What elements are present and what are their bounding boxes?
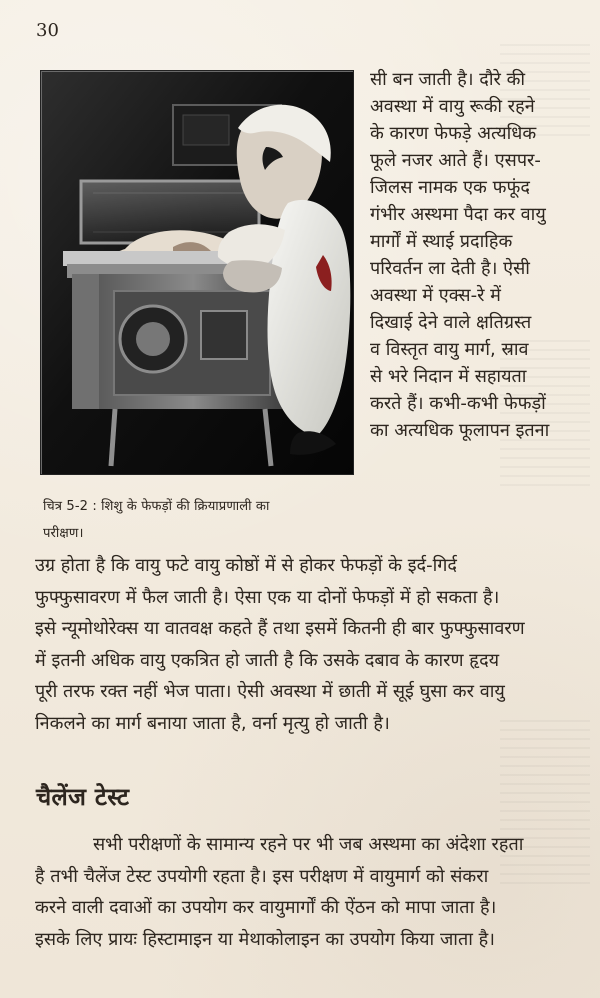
side-text-line: से भरे निदान में सहायता xyxy=(370,366,527,387)
side-text-line: फूले नजर आते हैं। एसपर- xyxy=(370,150,541,171)
side-text-line: अवस्था में एक्स-रे में xyxy=(370,285,501,306)
section-line: इसके लिए प्रायः हिस्टामाइन या मेथाकोलाइन का उपयोग किया जाता है। xyxy=(35,928,495,950)
body-line: उग्र होता है कि वायु फटे वायु कोष्ठों में से होकर फेफड़ों के इर्द-गिर्द xyxy=(35,555,457,576)
side-text-line: व विस्तृत वायु मार्ग, स्राव xyxy=(370,339,529,360)
side-text-line: सी बन जाती है। दौरे की xyxy=(370,69,526,90)
section-line: सभी परीक्षणों के सामान्य रहने पर भी जब अस्थमा का अंदेशा रहता xyxy=(93,834,524,855)
caption-line: चित्र 5-2 : शिशु के फेफड़ों की क्रियाप्रणाली का xyxy=(43,499,270,514)
section-line: है तभी चैलेंज टेस्ट उपयोगी रहता है। इस परीक्षण में वायुमार्ग को संकरा xyxy=(35,865,489,887)
figure-photo xyxy=(40,70,354,475)
side-text-column xyxy=(370,66,580,444)
side-text-line: अवस्था में वायु रूकी रहने xyxy=(370,96,535,117)
side-text-line: करते हैं। कभी-कभी फेफड़ों xyxy=(370,393,546,414)
body-line: में इतनी अधिक वायु एकत्रित हो जाती है कि उसके दबाव के कारण हृदय xyxy=(35,649,500,671)
body-line: फुफ्फुसावरण में फैल जाती है। ऐसा एक या दोनों फेफड़ों में हो सकता है। xyxy=(35,586,500,608)
main-body-text xyxy=(35,550,578,739)
figure-caption xyxy=(43,493,373,547)
side-text-line: मार्गों में स्थाई प्रदाहिक xyxy=(370,231,513,252)
section-heading: चैलेंज टेस्ट xyxy=(36,783,130,811)
side-text-line: दिखाई देने वाले क्षतिग्रस्त xyxy=(370,312,532,333)
side-text-line: का अत्यधिक फूलापन इतना xyxy=(370,420,550,441)
figure-photo-illustration xyxy=(41,71,354,475)
section-line: करने वाली दवाओं का उपयोग कर वायुमार्गों की ऐंठन को मापा जाता है। xyxy=(35,897,497,918)
side-text-line: जिलस नामक एक फफूंद xyxy=(370,177,530,198)
body-line: इसे न्यूमोथोरेक्स या वातवक्ष कहते हैं तथा इसमें कितनी ही बार फुफ्फुसावरण xyxy=(35,618,525,639)
side-text-line: गंभीर अस्थमा पैदा कर वायु xyxy=(370,204,546,225)
side-text-line: परिवर्तन ला देती है। ऐसी xyxy=(370,258,530,279)
side-text-line: के कारण फेफड़े अत्यधिक xyxy=(370,123,537,144)
body-line: पूरी तरफ रक्त नहीं भेज पाता। ऐसी अवस्था में छाती में सूई घुसा कर वायु xyxy=(35,681,505,702)
caption-line: परीक्षण। xyxy=(43,526,84,541)
section-body-text xyxy=(35,829,578,955)
body-line: निकलने का मार्ग बनाया जाता है, वर्ना मृत्यु हो जाती है। xyxy=(35,712,390,734)
page-number: 30 xyxy=(36,20,59,41)
